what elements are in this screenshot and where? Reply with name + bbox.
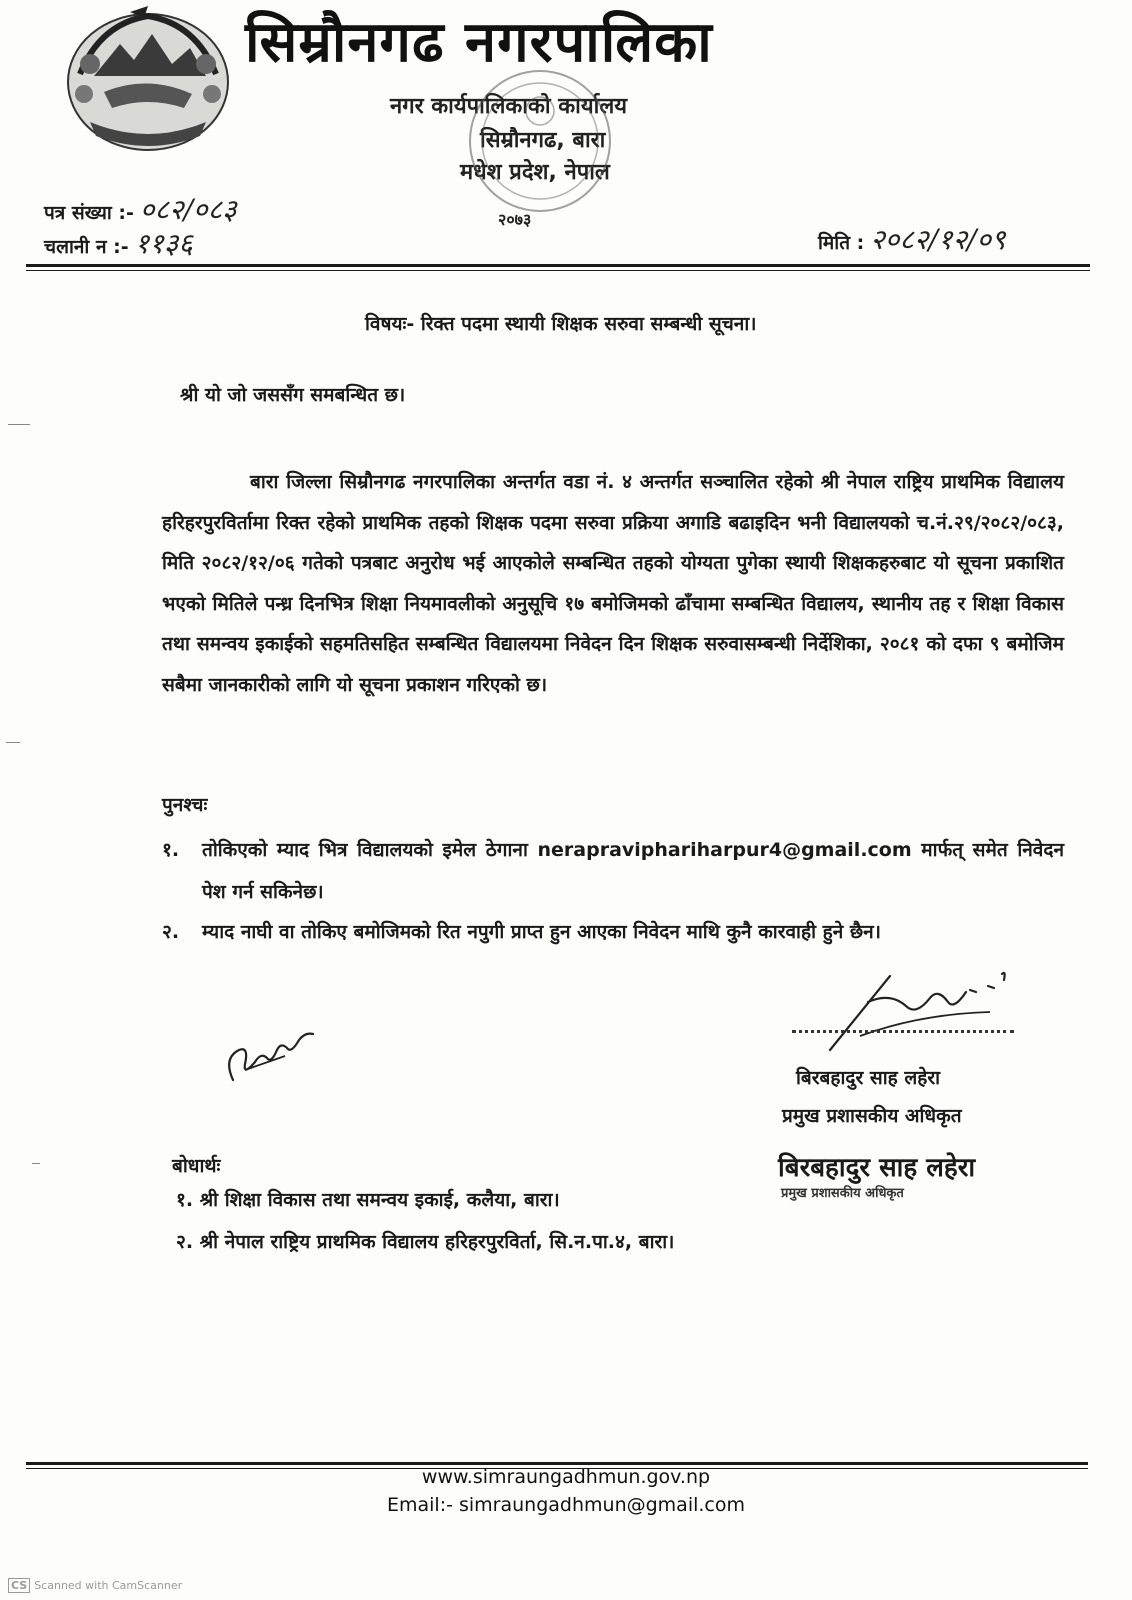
scan-mark (6, 742, 20, 743)
letter-number-label: पत्र संख्या :- (44, 202, 134, 224)
letter-number (44, 190, 237, 228)
postscript-item (162, 911, 1064, 953)
scanner-watermark-text: Scanned with CamScanner (34, 1579, 183, 1592)
postscript-item-number: १. (162, 839, 180, 861)
dispatch-number-label: चलानी न :- (44, 236, 129, 258)
cc-label: बोधार्थः (172, 1155, 221, 1177)
scan-mark (8, 424, 30, 425)
body-paragraph: बारा जिल्ला सिम्रौनगढ नगरपालिका अन्तर्गत वडा नं. ४ अन्तर्गत सञ्चालित रहेको श्री नेपाल राष्ट्रिय प्राथमिक विद्यालय हरिहरपुरविर्तामा रिक्त रहेको प्राथमिक तहको शिक्षक पदमा सरुवा प्रक्रिया अगाडि बढाइदिन भनी विद्यालयको च.नं.२९/२०८२/०८३, मिति २०८२/१२/०६ गतेको पत्रबाट अनुरोध भई आएकोले सम्बन्धित तहको योग्यता पुगेका स्थायी शिक्षकहरुबाट यो सूचना प्रकाशित भएको मितिले पन्ध्र दिनभित्र शिक्षा नियमावलीको अनुसूचि १७ बमोजिमको ढाँचामा सम्बन्धित विद्यालय, स्थानीय तह र शिक्षा विकास तथा समन्वय इकाईको सहमतिसहित सम्बन्धित विद्यालयमा निवेदन दिन शिक्षक सरुवासम्बन्धी निर्देशिका, २०८१ को दफा ९ बमोजिम सबैमा जानकारीको लागि यो सूचना प्रकाशन गरिएको छ। (162, 471, 1064, 696)
signatory-title: प्रमुख प्रशासकीय अधिकृत (782, 1105, 962, 1127)
footer-website: www.simraungadhmun.gov.np (421, 1466, 711, 1488)
stamp-year: २०७३ (498, 210, 532, 229)
letter-date (818, 220, 1006, 258)
office-province: मधेश प्रदेश, नेपाल (460, 160, 610, 185)
cc-item: २. श्री नेपाल राष्ट्रिय प्राथमिक विद्यालय हरिहरपुरविर्ता, सि.न.पा.४, बारा। (176, 1231, 675, 1253)
header-divider (26, 264, 1090, 271)
dispatch-number-value: ११३६ (134, 227, 193, 260)
nepal-emblem-icon (60, 4, 236, 154)
municipality-title: सिम्रौनगढ नगरपालिका (245, 10, 713, 75)
name-stamp: बिरबहादुर साह लहेरा (778, 1153, 976, 1183)
office-location: सिम्रौनगढ, बारा (480, 128, 606, 153)
postscript-item-text: तोकिएको म्याद भित्र विद्यालयको इमेल ठेगाना nerapraviphariharpur4@gmail.com मार्फत् समेत निवेदन पेश गर्न सकिनेछ। (202, 839, 1064, 903)
initials-signature (215, 1010, 325, 1090)
signature-line (792, 1030, 1014, 1033)
title-stamp: प्रमुख प्रशासकीय अधिकृत (781, 1186, 904, 1201)
letter-salutation: श्री यो जो जससँग समबन्धित छ। (180, 384, 406, 406)
scanner-badge: CS (8, 1578, 30, 1593)
office-seal-icon (455, 56, 625, 231)
dispatch-number (44, 224, 193, 262)
signatory-name: बिरबहादुर साह लहेरा (796, 1067, 941, 1089)
date-value: २०८२/१२/०९ (870, 223, 1006, 256)
scanner-watermark (8, 1578, 182, 1593)
scan-mark (32, 1163, 40, 1164)
letter-subject: विषयः- रिक्त पदमा स्थायी शिक्षक सरुवा सम्बन्धी सूचना। (365, 313, 757, 335)
postscript-item-number: २. (162, 921, 180, 943)
letter-number-value: ०८२/०८३ (139, 193, 237, 226)
postscript-label: पुनश्चः (162, 794, 208, 816)
postscript-item (162, 829, 1064, 913)
date-label: मिति : (818, 232, 865, 254)
postscript-item-text: म्याद नाघी वा तोकिए बमोजिमको रित नपुगी प्राप्त हुन आएका निवेदन माथि कुनै कारवाही हुने छैन। (202, 921, 881, 943)
cc-item: १. श्री शिक्षा विकास तथा समन्वय इकाई, कलैया, बारा। (176, 1189, 560, 1211)
footer-email: Email:- simraungadhmun@gmail.com (386, 1494, 746, 1516)
office-name: नगर कार्यपालिकाको कार्यालय (390, 94, 627, 119)
officer-signature (820, 962, 1020, 1057)
